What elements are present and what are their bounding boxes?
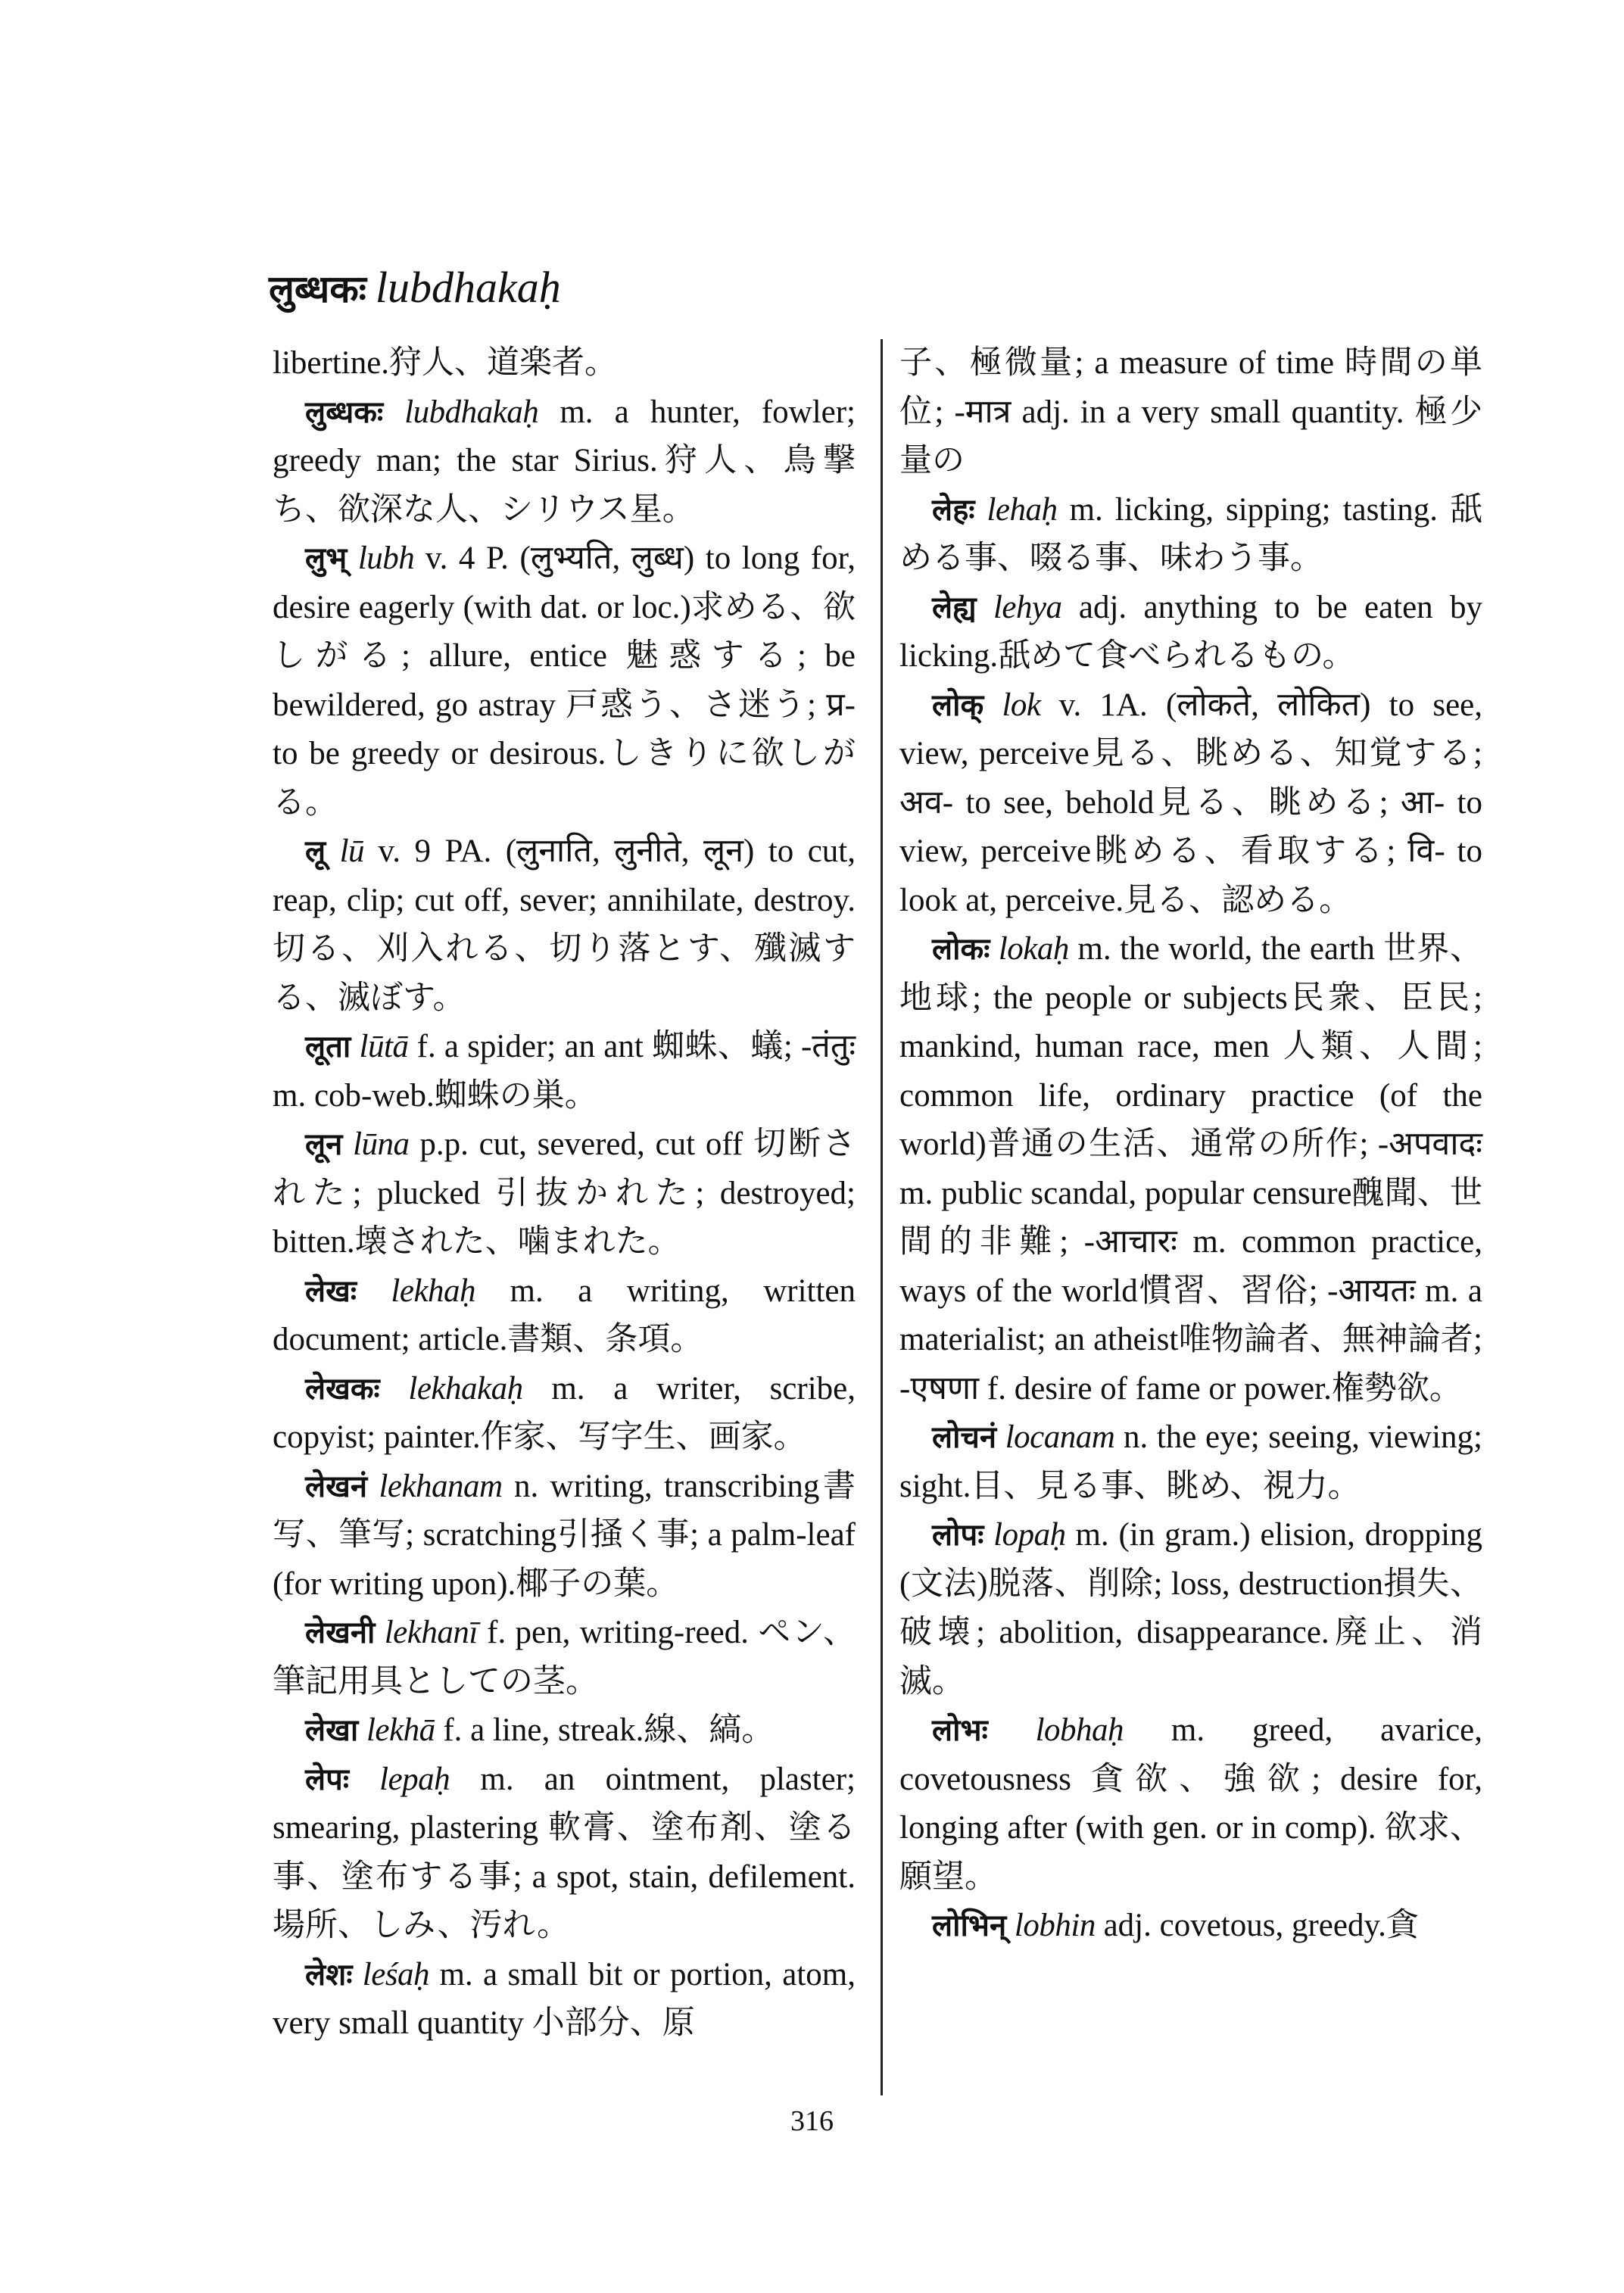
dictionary-entry xyxy=(273,1951,856,2048)
dictionary-entry xyxy=(273,1267,856,1365)
entry-transliteration: lubh xyxy=(357,541,415,576)
entry-definition: m. an ointment, plaster; smearing, plastering 軟膏、塗布剤、塗る事、塗布する事; a spot, stain, defilement.場所、しみ、汚れ。 xyxy=(273,1761,856,1943)
entry-transliteration: lekhanam xyxy=(379,1468,503,1504)
right-column xyxy=(899,339,1482,1951)
column-divider xyxy=(881,339,883,2095)
entry-headword: लू xyxy=(305,834,326,869)
dictionary-entry xyxy=(273,1365,856,1463)
entry-definition: v. 4 P. (लुभ्यति, लुब्ध) to long for, desire eagerly (with dat. or loc.)求める、欲しがる; allure, entice 魅惑する; be bewildered, go astray 戸惑う、さ迷う; प्र- to be greedy or desirous.しきりに欲しがる。 xyxy=(273,541,856,821)
entry-headword: लूता xyxy=(305,1030,351,1064)
entry-transliteration: lok xyxy=(1002,687,1041,723)
running-head xyxy=(269,261,561,316)
entry-transliteration: lekhaḥ xyxy=(391,1273,476,1309)
entry-headword: लोपः xyxy=(932,1518,984,1553)
entry-transliteration: lūtā xyxy=(359,1029,409,1064)
entry-transliteration: lekhā xyxy=(366,1712,435,1748)
entry-transliteration: lobhin xyxy=(1014,1908,1096,1943)
entry-transliteration: lehya xyxy=(993,589,1062,625)
dictionary-entry xyxy=(899,584,1482,681)
entry-headword: लोक् xyxy=(932,687,984,723)
dictionary-entry xyxy=(273,1463,856,1609)
entry-definition: m. a writing, written document; article.書類、条項。 xyxy=(273,1273,856,1357)
entry-transliteration: lū xyxy=(339,833,365,869)
dictionary-entry xyxy=(273,534,856,827)
entry-definition: adj. covetous, greedy.貪 xyxy=(1103,1908,1419,1943)
entry-transliteration: lepaḥ xyxy=(379,1761,450,1797)
entry-transliteration: lekhanī xyxy=(384,1615,478,1650)
entry-definition: f. pen, writing-reed. ペン、筆記用具としての茎。 xyxy=(273,1615,856,1699)
entry-headword: लोकः xyxy=(932,932,990,967)
entry-definition: m. the world, the earth 世界、地球; the people or subjects民衆、臣民; mankind, human race, men 人類、人間; common life, ordinary practice (of the world)普通の生活、通常の所作; -अपवादः m. public scandal, popular censure醜聞、世間的非難; -आचारः m. common practice, ways of the world慣習、習俗; -आयतः m. a materialist; an atheist唯物論者、無神論者; -एषणा f. desire of fame or power.権勢欲。 xyxy=(899,931,1482,1407)
entry-definition: n. the eye; seeing, viewing; sight.目、見る事、眺め、視力。 xyxy=(899,1419,1483,1504)
entry-headword: लून xyxy=(305,1127,343,1162)
dictionary-entry xyxy=(899,1706,1482,1902)
entry-headword: लेखनी xyxy=(305,1615,376,1650)
entry-transliteration: lekhakaḥ xyxy=(408,1370,523,1407)
entry-headword: लेह्य xyxy=(932,590,977,625)
entry-definition: m. (in gram.) elision, dropping (文法)脱落、削除; loss, destruction損失、破壊; abolition, disappearance.廃止、消滅。 xyxy=(899,1517,1483,1699)
page-number: 316 xyxy=(790,2105,834,2137)
entry-definition: m. a hunter, fowler; greedy man; the star Sirius.狩人、鳥撃ち、欲深な人、シリウス星。 xyxy=(273,394,856,528)
entry-transliteration: lubdhakaḥ xyxy=(404,394,539,430)
dictionary-entry xyxy=(899,486,1482,584)
entry-definition: libertine.狩人、道楽者。 xyxy=(273,345,618,381)
dictionary-entry xyxy=(273,1609,856,1706)
entry-definition: v. 1A. (लोकते, लोकित) to see, view, perceive見る、眺める、知覚する; अव- to see, behold見る、眺める; आ- to view, perceive眺める、看取する; वि- to look at, perceive.見る、認める。 xyxy=(899,687,1483,918)
entry-headword: लोचनं xyxy=(932,1420,997,1455)
entry-transliteration: lehaḥ xyxy=(987,491,1058,528)
entry-transliteration: lopaḥ xyxy=(993,1517,1066,1553)
dictionary-entry xyxy=(899,681,1482,926)
entry-transliteration: leśaḥ xyxy=(362,1956,430,1992)
dictionary-entry xyxy=(273,1706,856,1756)
entry-definition: v. 9 PA. (लुनाति, लुनीते, लून) to cut, reap, clip; cut off, sever; annihilate, destroy.切る、刈入れる、切り落とす、殲滅する、滅ぼす。 xyxy=(273,833,856,1016)
entry-headword: लेहः xyxy=(932,492,975,528)
dictionary-entry xyxy=(899,339,1482,486)
dictionary-entry xyxy=(899,925,1482,1413)
entry-definition: p.p. cut, severed, cut off 切断された; plucked 引抜かれた; destroyed; bitten.壊された、噛まれた。 xyxy=(273,1126,856,1260)
entry-definition: adj. anything to be eaten by licking.舐めて食べられるもの。 xyxy=(899,589,1483,674)
dictionary-entry xyxy=(273,1023,856,1120)
entry-headword: लेखनं xyxy=(305,1469,368,1504)
entry-transliteration: locanam xyxy=(1005,1419,1115,1455)
entry-definition: m. a small bit or portion, atom, very small quantity 小部分、原 xyxy=(273,1956,856,2041)
left-column xyxy=(273,339,856,2048)
entry-headword: लेपः xyxy=(305,1762,349,1797)
entry-definition: m. a writer, scribe, copyist; painter.作家、写字生、画家。 xyxy=(273,1370,856,1455)
dictionary-entry xyxy=(273,1756,856,1951)
entry-headword: लुब्धकः xyxy=(305,394,384,430)
entry-transliteration: lūna xyxy=(353,1126,410,1162)
entry-definition: m. greed, avarice, covetousness 貪欲、強欲; desire for, longing after (with gen. or in comp). 欲求、願望。 xyxy=(899,1712,1482,1895)
entry-definition: f. a line, streak.線、縞。 xyxy=(443,1712,775,1748)
dictionary-entry xyxy=(273,388,856,535)
entry-transliteration: lobhaḥ xyxy=(1035,1712,1124,1748)
entry-definition: 子、極微量; a measure of time 時間の単位; -मात्र adj. in a very small quantity. 極少量の xyxy=(899,345,1482,478)
entry-headword: लोभः xyxy=(932,1713,988,1748)
dictionary-entry xyxy=(273,1120,856,1267)
entry-definition: n. writing, transcribing書写、筆写; scratching引掻く事; a palm-leaf (for writing upon).椰子の葉。 xyxy=(273,1468,856,1602)
entry-definition: f. a spider; an ant 蜘蛛、蟻; -तंतुः m. cob-web.蜘蛛の巣。 xyxy=(273,1029,856,1114)
entry-headword: लोभिन् xyxy=(932,1908,1007,1943)
dictionary-entry xyxy=(273,339,856,388)
dictionary-entry xyxy=(273,827,856,1023)
dictionary-entry xyxy=(899,1511,1482,1706)
dictionary-entry xyxy=(899,1902,1482,1951)
entry-headword: लेखा xyxy=(305,1713,359,1748)
running-head-transliteration: lubdhakaḥ xyxy=(375,263,561,312)
running-head-devanagari: लुब्धकः xyxy=(269,267,366,311)
entry-headword: लेशः xyxy=(305,1957,353,1992)
entry-headword: लेखः xyxy=(305,1273,357,1309)
entry-transliteration: lokaḥ xyxy=(998,931,1069,967)
dictionary-entry xyxy=(899,1413,1482,1511)
entry-headword: लेखकः xyxy=(305,1371,380,1407)
entry-headword: लुभ् xyxy=(305,541,348,576)
entry-definition: m. licking, sipping; tasting. 舐める事、啜る事、味わう事。 xyxy=(899,491,1483,576)
